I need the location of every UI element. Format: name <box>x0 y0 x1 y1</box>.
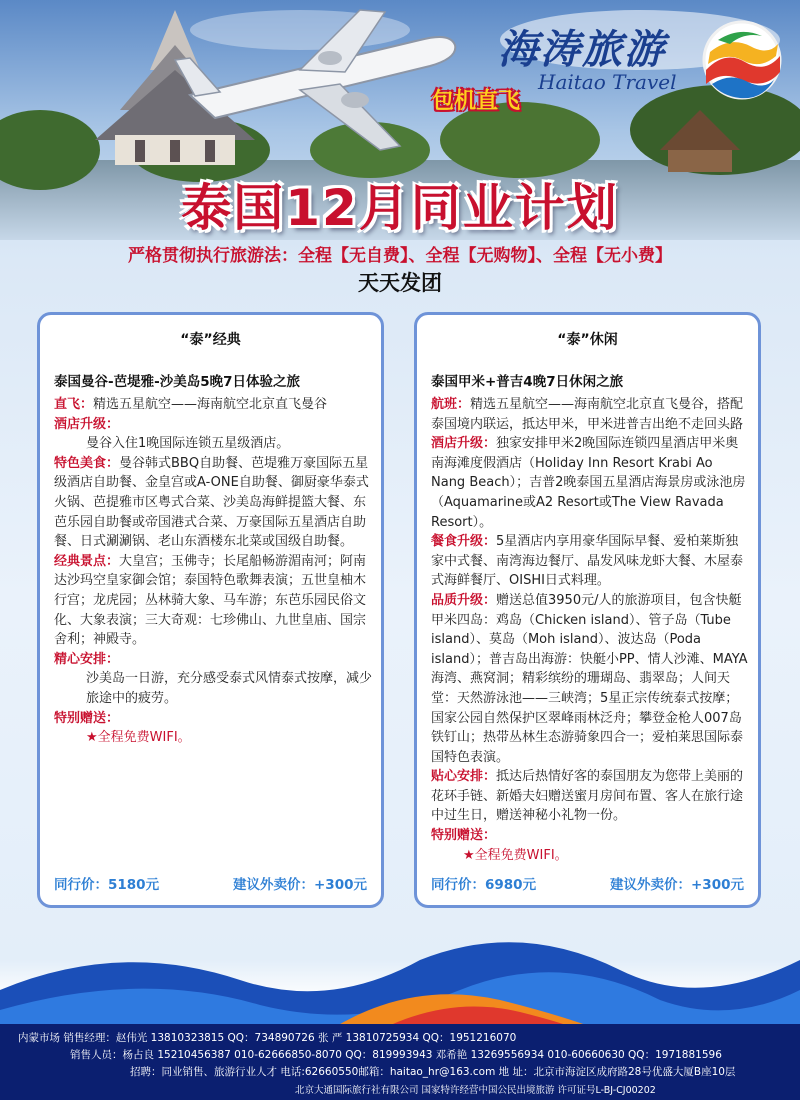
section-label: 餐食升级： <box>431 534 497 550</box>
card-route: 泰国甲米+普吉4晚7日休闲之旅 <box>431 374 624 390</box>
section-label: 酒店升级： <box>431 436 497 452</box>
section-gift-detail <box>54 728 373 748</box>
section-meals <box>431 532 750 591</box>
section-sights <box>54 552 373 650</box>
section-gift-detail <box>431 846 750 866</box>
section-text: 5星酒店内享用豪华国际早餐、爱柏莱斯独家中式餐、南湾海边餐厅、晶发风味龙虾大餐、木屋泰式海鲜餐厅、OISHI日式料理。 <box>431 534 744 589</box>
section-gift <box>54 709 373 729</box>
card-body <box>431 395 750 865</box>
peer-price: 同行价：6980元 <box>431 877 537 893</box>
section-label: 品质升级： <box>431 592 497 608</box>
section-arrangement <box>54 650 373 670</box>
suggested-price: 建议外卖价：+300元 <box>610 877 744 893</box>
section-text: 大皇宫；玉佛寺；长尾船畅游湄南河；阿南达沙玛空皇家御会馆；泰国特色歌舞表演；五世皇柚木行宫；龙虎园；丛林骑大象、马车游；东芭乐园民俗文化、大象表演；三大奇观：七珍佛山、九世皇庙、国宗舍利；神殿寺。 <box>54 553 367 648</box>
section-text: ★全程免费WIFI。 <box>463 847 568 863</box>
section-flight <box>431 395 750 434</box>
section-quality <box>431 591 750 767</box>
section-label: 经典景点： <box>54 553 120 569</box>
section-label: 特别赠送： <box>54 710 120 726</box>
section-text: 抵达后热情好客的泰国朋友为您带上美丽的花环手链、新婚夫妇赠送蜜月房间布置、客人在旅行途中过生日，赠送神秘小礼物一份。 <box>431 769 744 824</box>
section-label: 精心安排： <box>54 651 120 667</box>
page-title: 泰国12月同业计划 <box>181 179 619 237</box>
section-text: 精选五星航空——海南航空北京直飞曼谷，搭配泰国境内联运，抵达甲米，甲米进普吉出绝不走回头路 <box>431 397 744 432</box>
footer-line-3: 招聘：同业销售、旅游行业人才 电话:62660550邮箱：haitao_hr@163.com 地 址：北京市海淀区成府路28号优盛大厦B座10层 <box>130 1066 736 1078</box>
card-body <box>54 395 373 748</box>
card-heading: “泰”经典 <box>180 332 241 348</box>
section-text: 赠送总值3950元/人的旅游项目，包含快艇甲米四岛：鸡岛（Chicken island）、管子岛（Tube island）、莫岛（Moh island）、波达岛（Poda island）；普吉岛出海游：快艇小PP、情人沙滩、MAYA海湾、燕窝洞；精彩缤纷的珊瑚岛、翡翠岛；人间天堂：天然游泳池——三峡湾；5星正宗传统泰式按摩；国家公园自然保护区翠峰雨林泛舟；攀登金枪人007岛铁钉山；热带丛林生态游骑象四合一；爱柏莱思国际泰国特色表演。 <box>431 592 748 765</box>
card-route: 泰国曼谷-芭堤雅-沙美岛5晚7日体验之旅 <box>54 374 300 390</box>
section-text: 独家安排甲米2晚国际连锁四星酒店甲米奥南海滩度假酒店（Holiday Inn Resort Krabi Ao Nang Beach）；吉普2晚泰国五星酒店海景房或泳池房（Aquamarine或A2 Resort或The View Ravada Resort）。 <box>431 436 746 530</box>
footer-line-1: 内蒙市场 销售经理：赵伟光 13810323815 QQ：734890726 张 严 13810725934 QQ：1951216070 <box>18 1032 517 1044</box>
section-gift <box>431 826 750 846</box>
section-text: 沙美岛一日游，充分感受泰式风情泰式按摩，减少旅途中的疲劳。 <box>86 671 373 706</box>
brand-name-cn: 海涛旅游 <box>498 26 666 73</box>
section-label: 酒店升级： <box>54 416 120 432</box>
section-arrangement-detail <box>54 669 373 708</box>
contact-footer <box>0 1024 800 1100</box>
daily-departure: 天天发团 <box>358 271 442 295</box>
footer-line-4: 北京大通国际旅行社有限公司 国家特许经营中国公民出境旅游 许可证号L-BJ-CJ00202 <box>295 1085 656 1096</box>
card-heading: “泰”休闲 <box>557 332 618 348</box>
section-food <box>54 454 373 552</box>
section-text: ★全程免费WIFI。 <box>86 730 191 746</box>
brand-name-en: Haitao Travel <box>538 70 677 94</box>
section-text: 精选五星航空——海南航空北京直飞曼谷 <box>93 397 328 412</box>
tour-card-leisure <box>414 312 761 908</box>
section-text: 曼谷韩式BBQ自助餐、芭堤雅万豪国际五星级酒店自助餐、金皇宫或A-ONE自助餐、御厨豪华泰式火锅、芭提雅市区粤式合菜、沙美岛海鲜提篮大餐、东芭乐园自助餐或帝国港式合菜、万豪国际五星酒店自助餐、日式涮涮锅、老山东酒楼东北菜或国级自助餐。 <box>54 455 369 550</box>
peer-price: 同行价：5180元 <box>54 877 160 893</box>
section-hotel-detail <box>54 434 373 454</box>
section-label: 特别赠送： <box>431 828 497 844</box>
card-prices <box>54 873 367 893</box>
section-label: 贴心安排： <box>431 769 497 785</box>
section-label: 直飞： <box>54 397 94 412</box>
section-label: 航班： <box>431 397 471 412</box>
footer-waves <box>0 930 800 1030</box>
policy-banner: 严格贯彻执行旅游法：全程【无自费】、全程【无购物】、全程【无小费】 <box>128 246 672 266</box>
charter-badge: 包机直飞 <box>432 89 521 114</box>
section-hotel <box>54 415 373 435</box>
footer-line-2: 销售人员：杨占良 15210456387 010-62666850-8070 QQ：819993943 邓希艳 13269556934 010-60660630 QQ：1971881596 <box>70 1049 722 1061</box>
section-flight <box>54 395 373 415</box>
section-care <box>431 767 750 826</box>
section-label: 特色美食： <box>54 455 120 471</box>
section-text: 曼谷入住1晚国际连锁五星级酒店。 <box>86 436 290 452</box>
brand <box>488 18 798 108</box>
suggested-price: 建议外卖价：+300元 <box>233 877 367 893</box>
card-prices <box>431 873 744 893</box>
tour-card-classic <box>37 312 384 908</box>
section-hotel <box>431 434 750 532</box>
